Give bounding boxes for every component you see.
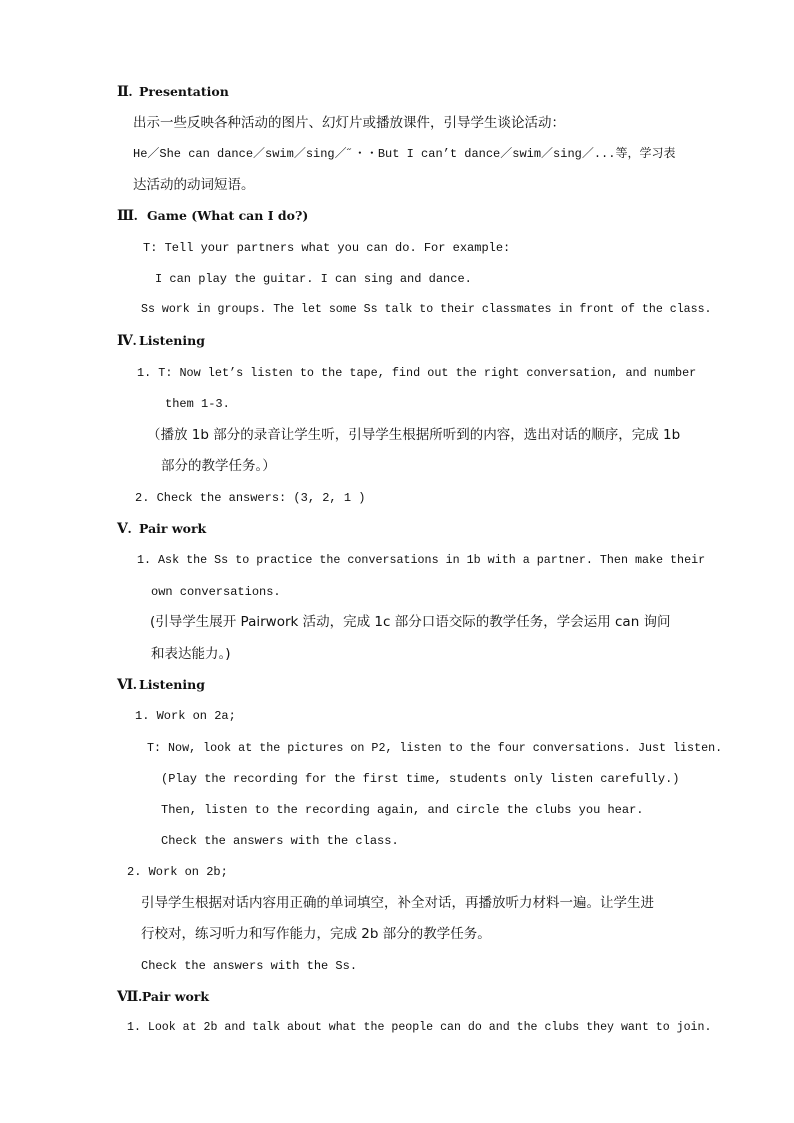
text-line: 1. T: Now let’s listen to the tape, find out the right conversation, and number xyxy=(137,366,697,380)
paragraph: 达活动的动词短语。 xyxy=(133,177,255,193)
text-line: 部分的教学任务。） xyxy=(161,458,276,474)
paragraph: 出示一些反映各种活动的图片、幻灯片或播放课件，引导学生谈论活动： xyxy=(133,115,565,131)
text-line: 和表达能力。) xyxy=(151,646,231,662)
section-3-heading xyxy=(117,208,308,225)
section-6-heading xyxy=(117,677,205,694)
text-line: 1. Ask the Ss to practice the conversations in 1b with a partner. Then make their xyxy=(137,553,706,567)
text-line: (Play the recording for the first time, students only listen carefully.) xyxy=(161,772,680,786)
text-line: 2. Check the answers: (3, 2, 1 ) xyxy=(135,491,366,505)
section-5-heading xyxy=(117,521,206,538)
section-title: Pair work xyxy=(139,521,207,536)
text-line: 1. Work on 2a; xyxy=(135,709,236,723)
text-line: I can play the guitar. I can sing and dance. xyxy=(155,272,472,286)
text-line: Check the answers with the class. xyxy=(161,834,399,848)
text-line: T: Tell your partners what you can do. For example: xyxy=(143,241,511,255)
paragraph: He／She can dance／swim／sing／˝・・But I can’t dance／swim／sing／...等，学习表 xyxy=(133,147,676,161)
section-number: Ⅶ. xyxy=(117,990,142,1005)
text-line: 行校对，练习听力和写作能力，完成 2b 部分的教学任务。 xyxy=(141,926,491,942)
section-number: Ⅵ. xyxy=(117,678,137,693)
text-line: them 1-3. xyxy=(165,397,230,411)
section-number: Ⅴ. xyxy=(117,522,132,537)
text-line: 引导学生根据对话内容用正确的单词填空，补全对话，再播放听力材料一遍。让学生进 xyxy=(141,895,654,911)
text-line: Then, listen to the recording again, and circle the clubs you hear. xyxy=(161,803,644,817)
text-line: T: Now, look at the pictures on P2, listen to the four conversations. Just listen. xyxy=(147,741,723,755)
section-title: Presentation xyxy=(139,84,229,99)
section-title: Pair work xyxy=(141,989,210,1004)
text-line: Check the answers with the Ss. xyxy=(141,959,358,973)
section-number: Ⅲ. xyxy=(117,209,138,224)
text-line: 1. Look at 2b and talk about what the people can do and the clubs they want to join. xyxy=(127,1021,712,1034)
text-line: 2. Work on 2b; xyxy=(127,865,228,879)
section-7-heading xyxy=(117,989,209,1006)
section-title: Game (What can I do?) xyxy=(147,208,309,223)
text-line: (引导学生展开 Pairwork 活动，完成 1c 部分口语交际的教学任务，学会运用 can 询问 xyxy=(150,614,671,630)
section-4-heading xyxy=(117,333,205,350)
section-title: Listening xyxy=(139,333,205,348)
text-line: Ss work in groups. The let some Ss talk to their classmates in front of the class. xyxy=(141,303,712,316)
section-number: Ⅳ. xyxy=(117,334,137,349)
section-number: Ⅱ. xyxy=(117,85,133,100)
text-line: own conversations. xyxy=(151,585,281,599)
section-title: Listening xyxy=(139,677,205,692)
section-2-heading xyxy=(117,84,229,101)
text-line: （播放 1b 部分的录音让学生听，引导学生根据所听到的内容，选出对话的顺序，完成 1b xyxy=(147,427,681,443)
